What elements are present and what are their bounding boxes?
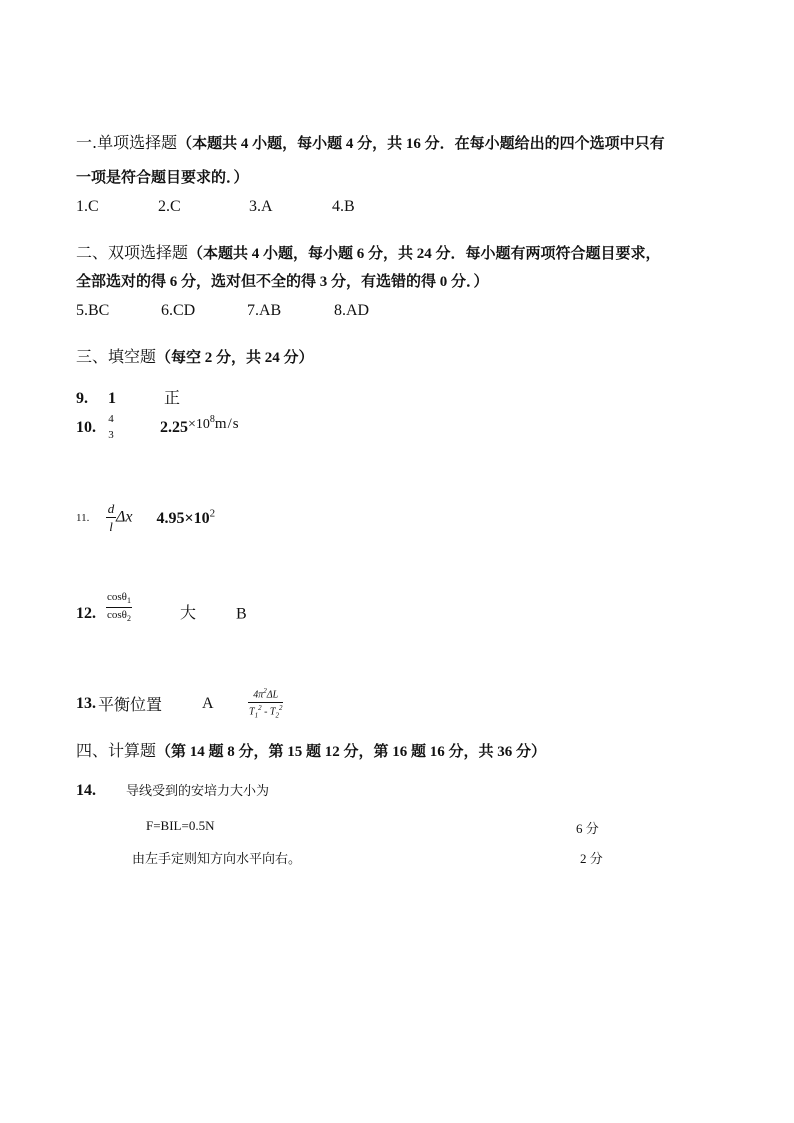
q9-answer-2: 正 <box>164 388 181 407</box>
section4-title: 四、计算题 <box>76 741 157 760</box>
answer-1: 1.C <box>76 198 99 215</box>
section3-heading <box>76 344 314 367</box>
q11-delta: Δx <box>116 508 133 526</box>
q11-number: 11. <box>76 511 90 524</box>
q14-number: 14. <box>76 782 96 799</box>
q12-answer-2: 大 <box>179 603 196 623</box>
section4-note: （第 14 题 8 分，第 15 题 12 分，第 16 题 16 分，共 36 分） <box>156 744 547 760</box>
section4-heading <box>76 738 546 761</box>
q13-frac-den-a-sup: 2 <box>258 704 262 713</box>
q10-fraction <box>104 414 118 441</box>
answer-7: 7.AB <box>247 302 282 319</box>
q11-row <box>76 502 215 533</box>
q12-frac-num-text: cosθ <box>107 591 127 603</box>
q12-frac-den <box>106 610 132 623</box>
q11-answer-2 <box>153 507 216 527</box>
answer-6: 6.CD <box>161 302 196 319</box>
q12-fraction <box>106 592 132 623</box>
q12-frac-num-sub: 1 <box>126 596 131 606</box>
answer-3: 3.A <box>249 198 273 215</box>
q13-frac-num-sup: 2 <box>263 687 267 695</box>
q13-answer-1: 平衡位置 <box>98 695 163 715</box>
q12-frac-den-sub: 2 <box>126 614 131 624</box>
q11-mantissa: 4.95×10 <box>156 509 210 527</box>
section1-note-line1: （本题共 4 小题，每小题 4 分，共 16 分．在每小题给出的四个选项中只有 <box>177 136 665 152</box>
section3-title: 三、填空题 <box>76 347 157 366</box>
q10-frac-den: 3 <box>108 429 114 441</box>
section1-answers <box>76 198 355 216</box>
q11-fraction <box>106 502 116 533</box>
q13-frac-num <box>248 688 283 700</box>
q11-frac-den: l <box>109 519 113 534</box>
q14-line1: F=BIL=0.5N <box>146 818 215 833</box>
q13-frac-num-tail: ΔL <box>266 689 279 701</box>
q9-answer-1: 1 <box>108 390 116 407</box>
q10-answer-2 <box>156 413 240 437</box>
section1-note-line2: 一项是符合题目要求的．） <box>76 170 249 186</box>
section2-note-line1: （本题共 4 小题，每小题 6 分，共 24 分．每小题有两项符合题目要求， <box>188 246 661 262</box>
q13-number: 13. <box>76 694 96 712</box>
q13-frac-den-a: T <box>249 706 255 718</box>
q10-frac-num: 4 <box>108 413 114 425</box>
q13-answer-2: A <box>202 694 214 712</box>
q12-frac-num <box>106 592 132 605</box>
q13-frac-den-b-sup: 2 <box>278 704 283 713</box>
q12-frac-den-text: cosθ <box>107 609 127 622</box>
q12-frac-bar <box>106 607 132 608</box>
q13-frac-den-a-sub: 1 <box>254 711 259 720</box>
q10-unit: m/s <box>214 416 240 433</box>
q10-row <box>76 414 240 441</box>
section2-title: 二、双项选择题 <box>76 243 189 262</box>
q10-number: 10. <box>76 418 96 436</box>
q14-line2: 由左手定则知方向水平向右。 <box>132 852 302 867</box>
q10-exp: 8 <box>209 413 215 425</box>
q11-frac-bar <box>106 517 116 518</box>
section3-note: （每空 2 分，共 24 分） <box>156 350 314 366</box>
q13-row <box>76 688 283 720</box>
q13-frac-den-b-sub: 2 <box>275 711 279 720</box>
answer-4: 4.B <box>332 198 355 215</box>
q9-row <box>76 385 180 408</box>
answer-2: 2.C <box>158 198 181 215</box>
q11-exp: 2 <box>209 507 216 520</box>
q12-row <box>76 592 247 623</box>
q10-mantissa: 2.25 <box>160 419 188 437</box>
q12-answer-3: B <box>235 605 247 623</box>
answer-8: 8.AD <box>334 302 370 319</box>
section2-heading <box>76 240 661 263</box>
q10-times: ×10 <box>188 417 210 433</box>
q13-frac-den-minus: - <box>261 706 270 718</box>
q13-frac-den-b: T <box>269 706 276 718</box>
q13-frac-bar <box>248 702 283 703</box>
q12-number: 12. <box>76 605 96 623</box>
answer-5: 5.BC <box>76 302 110 319</box>
q14-line2-score: 2 分 <box>580 851 603 866</box>
section2-note-line2: 全部选对的得 6 分，选对但不全的得 3 分，有选错的得 0 分．） <box>76 274 489 290</box>
section1-heading <box>76 130 665 153</box>
q14-line1-score: 6 分 <box>576 821 599 836</box>
q11-frac-num: d <box>107 501 115 516</box>
q9-number: 9. <box>76 390 88 407</box>
q13-fraction <box>248 688 283 720</box>
section2-answers <box>76 302 369 320</box>
q13-frac-den <box>248 705 283 719</box>
section1-title: 一.单项选择题 <box>76 133 178 152</box>
q14-header <box>76 780 269 800</box>
q13-frac-num-text: 4π <box>253 689 264 701</box>
q14-intro: 导线受到的安培力大小为 <box>126 784 270 799</box>
